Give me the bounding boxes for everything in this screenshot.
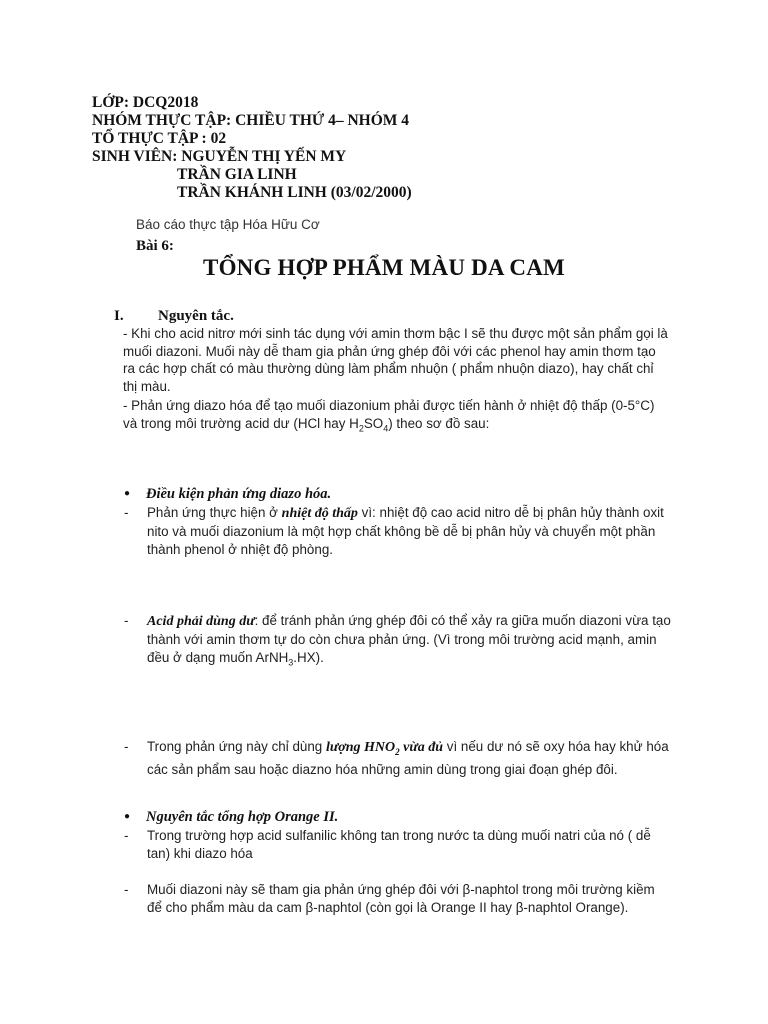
- report-subtitle: Báo cáo thực tập Hóa Hữu Cơ: [136, 217, 320, 232]
- list-item: - Trong trường hợp acid sulfanilic không tan trong nước ta dùng muối natri của nó ( dễ tan) khi diazo hóa: [124, 828, 651, 861]
- intro-paragraph-1: - Khi cho acid nitrơ mới sinh tác dụng với amin thơm bậc I sẽ thu được một sản phẩm gọi là muối diazoni. Muối này dễ tham gia phản ứng ghép đôi với các phenol hay amin thơm tạo ra các hợp chất có màu thường dùng làm phẩm nhuộn ( phẩm nhuộn diazo), hay chất chỉ thị màu.: [123, 326, 668, 394]
- student-line: SINH VIÊN: NGUYỄN THỊ YẾN MY: [92, 148, 347, 165]
- bullet-heading-orange-ii: ● Nguyên tắc tổng hợp Orange II.: [124, 809, 339, 825]
- bullet-heading-diazo-conditions: ● Điều kiện phản ứng diazo hóa.: [124, 486, 332, 502]
- intro-paragraph-2: - Phản ứng diazo hóa để tạo muối diazonium phải được tiến hành ở nhiệt độ thấp (0-5°C) và trong môi trường acid dư (HCl hay $H_2SO_4$) theo sơ đồ sau:: [123, 398, 655, 434]
- student-member-2: TRẦN GIA LINH: [177, 166, 297, 183]
- list-item: - Phản ứng thực hiện ở nhiệt độ thấp vì: nhiệt độ cao acid nitro dễ bị phân hủy thành oxit nito và muối diazonium là một hợp chất không bề dễ bị phân hủy và chuyển một phần thành phenol ở nhiệt độ phòng.: [124, 505, 664, 557]
- list-item: - Trong phản ứng này chỉ dùng lượng $HNO_2$ vừa đủ vì nếu dư nó sẽ oxy hóa hay khử hóa các sản phẩm sau hoặc diazno hóa những amin dùng trong giai đoạn ghép đôi.: [124, 739, 669, 777]
- list-item: - Muối diazoni này sẽ tham gia phản ứng ghép đôi với β-naphtol trong môi trường kiềm để cho phẩm màu da cam β-naphtol (còn gọi là Orange II hay β-naphtol Orange).: [124, 882, 655, 915]
- section-number: I.: [114, 308, 124, 324]
- bullet-icon: ●: [124, 488, 131, 499]
- class-line: LỚP: DCQ2018: [92, 94, 199, 111]
- student-member-3: TRẦN KHÁNH LINH (03/02/2000): [177, 184, 412, 201]
- document-title: TỔNG HỢP PHẨM MÀU DA CAM: [203, 255, 565, 280]
- section-title: Nguyên tắc.: [158, 308, 234, 324]
- bullet-icon: ●: [124, 811, 131, 822]
- list-item: - Acid phải dùng dư: để tránh phản ứng ghép đôi có thể xảy ra giữa muốn diazoni vừa tạo thành với amin thơm tự do còn chưa phản ứng. (Vì trong môi trường acid mạnh, amin đều ở dạng muốn ArNH$_3$.HX).: [124, 613, 671, 668]
- team-line: TỔ THỰC TẬP : 02: [92, 130, 227, 147]
- group-line: NHÓM THỰC TẬP: CHIỀU THỨ 4– NHÓM 4: [92, 112, 410, 129]
- lesson-number: Bài 6:: [136, 238, 174, 254]
